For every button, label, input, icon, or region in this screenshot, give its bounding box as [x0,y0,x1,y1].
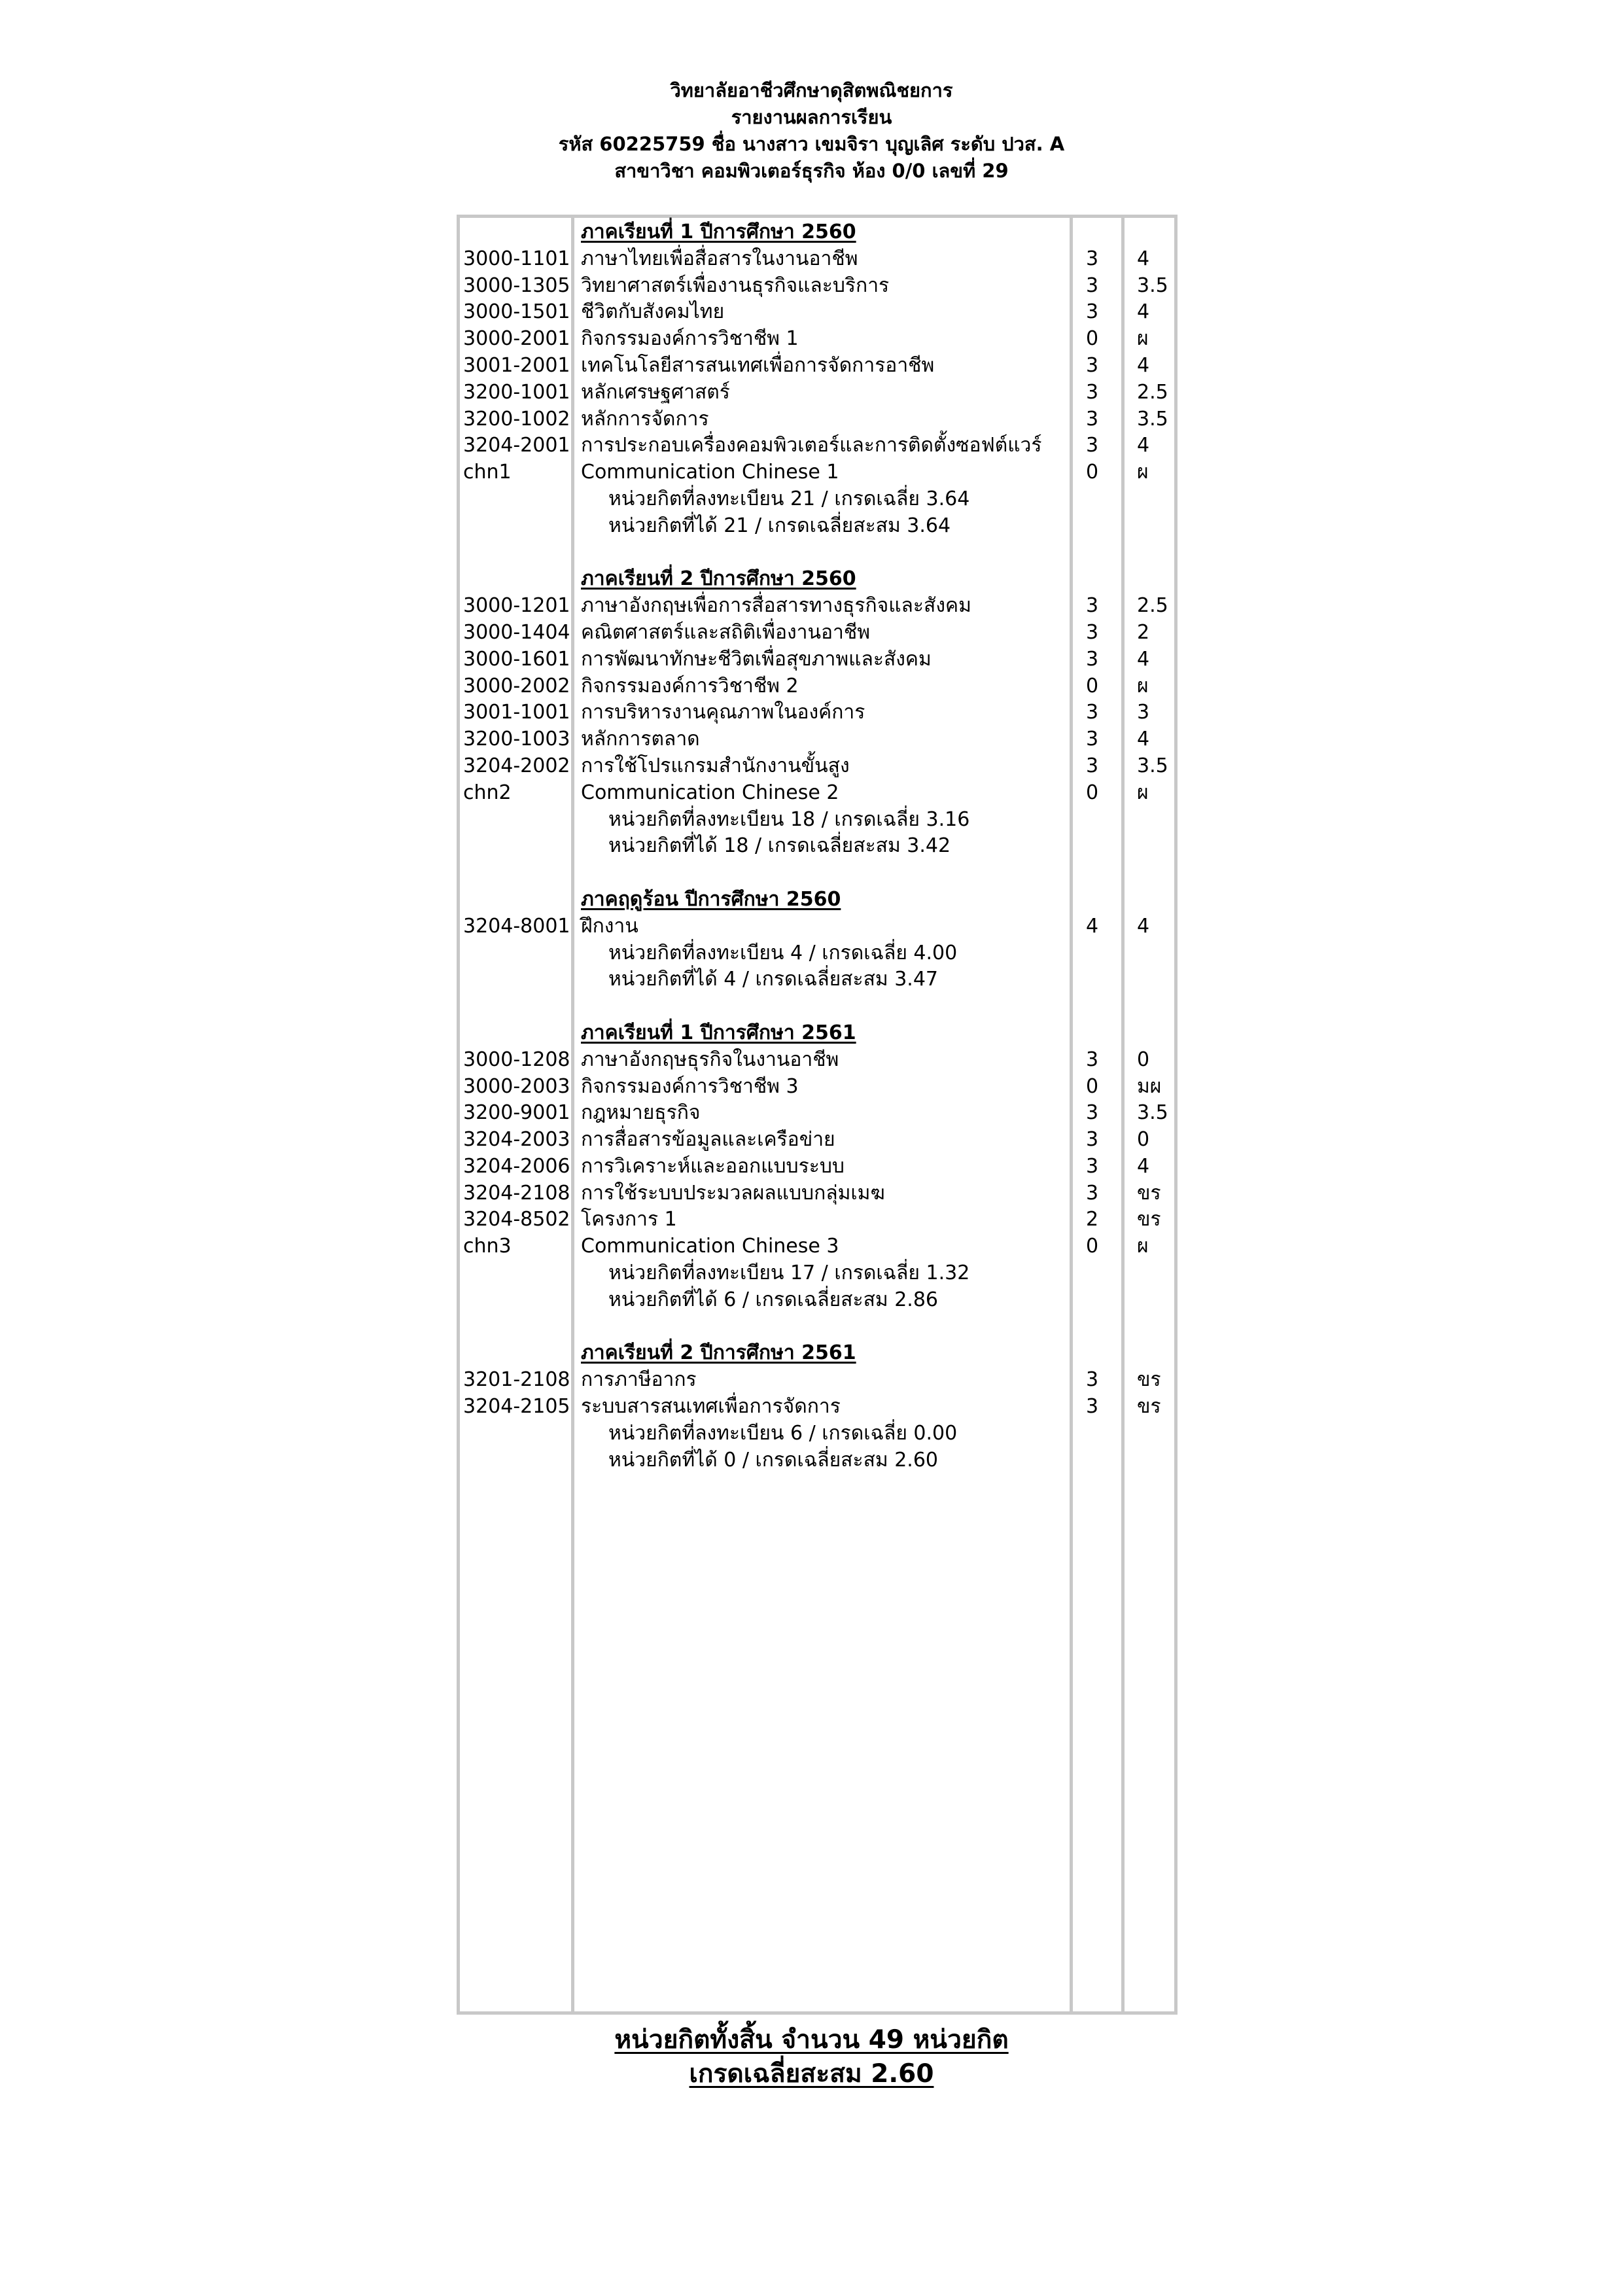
course-code: 3000-1101 [463,247,570,270]
course-credit: 0 [1086,674,1099,698]
course-row [0,726,1623,753]
semester-title: ภาคเรียนที่ 2 ปีการศึกษา 2560 [581,567,856,591]
course-credit: 3 [1086,247,1099,270]
course-credit: 3 [1086,1395,1099,1419]
course-credit: 0 [1086,1074,1099,1098]
course-grade: ขร [1137,1368,1161,1392]
summary-row [0,966,1623,993]
course-row [0,1367,1623,1394]
course-grade: 4 [1137,434,1150,457]
course-grade: 2.5 [1137,594,1168,618]
course-credit: 3 [1086,434,1099,457]
course-code: chn3 [463,1235,512,1258]
semester-registered-summary: หน่วยกิตที่ลงทะเบียน 18 / เกรดเฉลี่ย 3.16 [608,807,970,831]
course-grade: 3.5 [1137,1101,1168,1125]
course-credit: 3 [1086,701,1099,724]
course-row [0,1207,1623,1233]
semester-title: ภาคเรียนที่ 2 ปีการศึกษา 2561 [581,1341,856,1365]
semester-title-row [0,566,1623,593]
course-row [0,353,1623,380]
course-name: Communication Chinese 3 [581,1235,839,1258]
semester-registered-summary: หน่วยกิตที่ลงทะเบียน 21 / เกรดเฉลี่ย 3.64 [608,487,970,510]
summary-row [0,513,1623,540]
course-name: กิจกรรมองค์การวิชาชีพ 1 [581,327,799,351]
course-credit: 3 [1086,620,1099,644]
course-name: กิจกรรมองค์การวิชาชีพ 2 [581,674,799,698]
semester-earned-summary: หน่วยกิตที่ได้ 6 / เกรดเฉลี่ยสะสม 2.86 [608,1288,939,1311]
course-code: 3204-2003 [463,1128,570,1152]
course-row [0,273,1623,300]
semester-title-row [0,887,1623,913]
program-info: สาขาวิชา คอมพิวเตอร์ธุรกิจ ห้อง 0/0 เลขที่ 29 [614,160,1009,182]
course-name: การใช้โปรแกรมสำนักงานขั้นสูง [581,754,850,777]
course-code: 3200-1003 [463,728,570,751]
summary-row [0,1421,1623,1447]
course-grade: 4 [1137,300,1150,324]
course-name: การสื่อสารข้อมูลและเครือข่าย [581,1128,835,1152]
course-credit: 3 [1086,754,1099,777]
course-grade: 3.5 [1137,407,1168,431]
semester-title: ภาคเรียนที่ 1 ปีการศึกษา 2561 [581,1021,856,1044]
semester-title: ภาคฤดูร้อน ปีการศึกษา 2560 [581,887,841,911]
semester-earned-summary: หน่วยกิตที่ได้ 4 / เกรดเฉลี่ยสะสม 3.47 [608,968,939,991]
report-header [0,77,1623,185]
course-row [0,1180,1623,1207]
course-credit: 3 [1086,1181,1099,1205]
course-code: 3000-1201 [463,594,570,618]
summary-row [0,1287,1623,1314]
summary-row [0,807,1623,834]
course-grade: ขร [1137,1395,1161,1419]
course-name: ภาษาไทยเพื่อสื่อสารในงานอาชีพ [581,247,858,270]
course-row [0,699,1623,726]
course-grade: 2.5 [1137,380,1168,404]
semester-title: ภาคเรียนที่ 1 ปีการศึกษา 2560 [581,221,856,243]
semester-registered-summary: หน่วยกิตที่ลงทะเบียน 6 / เกรดเฉลี่ย 0.00 [608,1421,958,1445]
course-grade: ผ [1137,1235,1149,1258]
course-name: การพัฒนาทักษะชีวิตเพื่อสุขภาพและสังคม [581,647,932,671]
course-grade: 4 [1137,728,1150,751]
transcript-footer [0,2023,1623,2091]
transcript-rows [0,219,1623,1474]
course-credit: 0 [1086,781,1099,804]
course-row [0,246,1623,273]
course-code: 3001-2001 [463,353,570,377]
semester-title-row [0,1340,1623,1367]
course-credit: 0 [1086,461,1099,484]
course-name: ระบบสารสนเทศเพื่อการจัดการ [581,1395,841,1419]
course-code: 3204-8001 [463,914,570,938]
course-code: 3000-1501 [463,300,570,324]
course-row [0,1233,1623,1260]
course-name: วิทยาศาสตร์เพื่องานธุรกิจและบริการ [581,274,890,297]
course-grade: 0 [1137,1048,1150,1071]
course-credit: 4 [1086,914,1099,938]
course-grade: 4 [1137,247,1150,270]
course-credit: 3 [1086,300,1099,324]
course-credit: 3 [1086,274,1099,297]
semester-title-row [0,1020,1623,1047]
course-grade: 4 [1137,1154,1150,1178]
semester-title-row [0,219,1623,246]
semester-earned-summary: หน่วยกิตที่ได้ 0 / เกรดเฉลี่ยสะสม 2.60 [608,1448,939,1472]
course-name: ฝึกงาน [581,914,638,938]
total-credits: หน่วยกิตทั้งสิ้น จำนวน 49 หน่วยกิต [614,2025,1009,2055]
course-name: การใช้ระบบประมวลผลแบบกลุ่มเมฆ [581,1181,885,1205]
course-row [0,593,1623,620]
course-row [0,1154,1623,1180]
course-code: 3000-2001 [463,327,570,351]
course-code: 3001-1001 [463,701,570,724]
course-name: คณิตศาสตร์และสถิติเพื่องานอาชีพ [581,620,871,644]
course-code: chn1 [463,461,512,484]
course-name: Communication Chinese 2 [581,781,839,804]
student-info: รหัส 60225759 ชื่อ นางสาว เขมจิรา บุญเลิศ ระดับ ปวส. A [558,133,1065,155]
report-title: รายงานผลการเรียน [731,106,892,128]
summary-row [0,1260,1623,1287]
course-grade: ขร [1137,1208,1161,1231]
course-row [0,1047,1623,1074]
course-grade: ผ [1137,674,1149,698]
course-name: Communication Chinese 1 [581,461,839,484]
course-code: 3000-2003 [463,1074,570,1098]
course-code: 3000-1305 [463,274,570,297]
course-code: 3200-1001 [463,380,570,404]
course-name: การวิเคราะห์และออกแบบระบบ [581,1154,845,1178]
course-name: การประกอบเครื่องคอมพิวเตอร์และการติดตั้งซอฟต์แวร์ [581,434,1042,457]
summary-row [0,1447,1623,1474]
course-grade: 3.5 [1137,754,1168,777]
course-name: หลักการตลาด [581,728,700,751]
course-code: 3200-9001 [463,1101,570,1125]
course-code: 3204-8502 [463,1208,570,1231]
spacer-row [0,540,1623,567]
course-credit: 3 [1086,647,1099,671]
course-row [0,1074,1623,1101]
course-grade: 4 [1137,353,1150,377]
course-grade: 4 [1137,647,1150,671]
course-name: การบริหารงานคุณภาพในองค์การ [581,701,865,724]
course-grade: ผ [1137,461,1149,484]
course-name: ภาษาอังกฤษเพื่อการสื่อสารทางธุรกิจและสังคม [581,594,971,618]
summary-row [0,940,1623,967]
course-row [0,646,1623,673]
course-code: 3200-1002 [463,407,570,431]
course-name: การภาษีอากร [581,1368,697,1392]
course-grade: 0 [1137,1128,1150,1152]
course-code: 3000-1601 [463,647,570,671]
spacer-row [0,993,1623,1020]
course-name: ชีวิตกับสังคมไทย [581,300,725,324]
course-name: หลักเศรษฐศาสตร์ [581,380,730,404]
course-name: ภาษาอังกฤษธุรกิจในงานอาชีพ [581,1048,839,1071]
semester-earned-summary: หน่วยกิตที่ได้ 21 / เกรดเฉลี่ยสะสม 3.64 [608,514,951,537]
course-name: กิจกรรมองค์การวิชาชีพ 3 [581,1074,799,1098]
course-grade: ขร [1137,1181,1161,1205]
course-credit: 3 [1086,407,1099,431]
spacer-row [0,860,1623,887]
semester-earned-summary: หน่วยกิตที่ได้ 18 / เกรดเฉลี่ยสะสม 3.42 [608,834,951,858]
course-row [0,780,1623,807]
course-credit: 3 [1086,728,1099,751]
semester-registered-summary: หน่วยกิตที่ลงทะเบียน 4 / เกรดเฉลี่ย 4.00 [608,941,958,964]
semester-registered-summary: หน่วยกิตที่ลงทะเบียน 17 / เกรดเฉลี่ย 1.32 [608,1262,970,1285]
course-code: 3000-1404 [463,620,570,644]
course-row [0,406,1623,433]
spacer-row [0,1314,1623,1341]
course-code: 3204-2006 [463,1154,570,1178]
summary-row [0,833,1623,860]
course-code: 3204-2108 [463,1181,570,1205]
course-credit: 3 [1086,1154,1099,1178]
course-grade: 3.5 [1137,274,1168,297]
course-row [0,433,1623,459]
course-name: เทคโนโลยีสารสนเทศเพื่อการจัดการอาชีพ [581,353,935,377]
course-code: 3000-1208 [463,1048,570,1071]
course-code: 3204-2001 [463,434,570,457]
course-grade: ผ [1137,781,1149,804]
course-grade: มผ [1137,1074,1162,1098]
course-credit: 0 [1086,327,1099,351]
course-credit: 2 [1086,1208,1099,1231]
course-grade: 3 [1137,701,1150,724]
college-name: วิทยาลัยอาชีวศึกษาดุสิตพณิชยการ [670,79,953,101]
course-credit: 3 [1086,1368,1099,1392]
course-row [0,753,1623,780]
course-row [0,459,1623,486]
course-credit: 3 [1086,1128,1099,1152]
course-credit: 3 [1086,1048,1099,1071]
course-row [0,1100,1623,1127]
course-row [0,1394,1623,1421]
course-name: กฎหมายธุรกิจ [581,1101,701,1125]
course-name: หลักการจัดการ [581,407,709,431]
course-credit: 3 [1086,380,1099,404]
course-row [0,380,1623,406]
course-row [0,1127,1623,1154]
course-grade: ผ [1137,327,1149,351]
course-credit: 3 [1086,353,1099,377]
course-credit: 3 [1086,1101,1099,1125]
course-credit: 0 [1086,1235,1099,1258]
course-row [0,299,1623,326]
course-grade: 4 [1137,914,1150,938]
course-code: 3204-2002 [463,754,570,777]
course-grade: 2 [1137,620,1150,644]
cumulative-gpa: เกรดเฉลี่ยสะสม 2.60 [689,2059,934,2089]
course-row [0,326,1623,353]
course-row [0,620,1623,646]
course-name: โครงการ 1 [581,1208,677,1231]
course-row [0,673,1623,700]
course-code: chn2 [463,781,512,804]
course-code: 3000-2002 [463,674,570,698]
course-code: 3201-2108 [463,1368,570,1392]
course-credit: 3 [1086,594,1099,618]
course-code: 3204-2105 [463,1395,570,1419]
course-row [0,913,1623,940]
summary-row [0,486,1623,513]
